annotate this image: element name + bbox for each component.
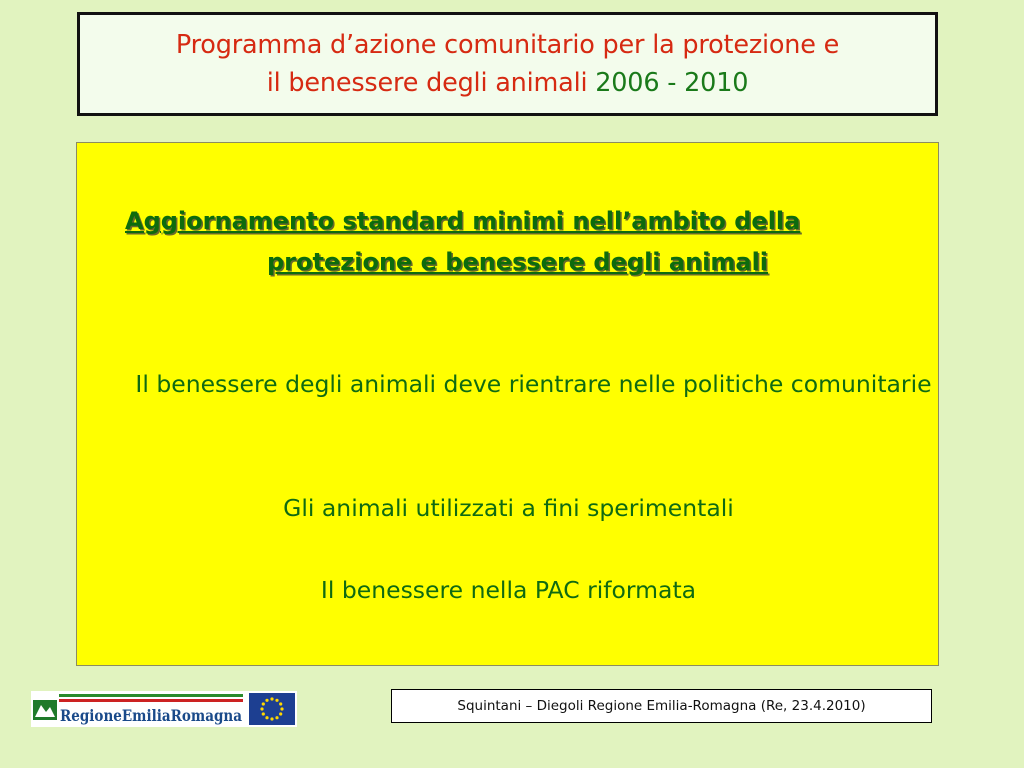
eu-flag-icon: [249, 693, 295, 725]
content-box: [76, 142, 939, 666]
title-years: 2006 - 2010: [595, 68, 749, 98]
footer-credit: Squintani – Diegoli Regione Emilia-Romagna (Re, 23.4.2010): [457, 698, 866, 714]
bullet-item-3: Il benessere nella PAC riformata: [320, 576, 697, 604]
logo-area: [31, 691, 297, 727]
content-heading: [125, 201, 925, 283]
bullet-item-1: Il benessere degli animali deve rientrare nelle politiche comunitarie: [135, 370, 932, 398]
logo-text: RegioneEmiliaRomagna: [60, 706, 242, 725]
heading-line2: protezione e benessere degli animali: [267, 248, 769, 276]
title-line2: il benessere degli animali: [266, 68, 588, 98]
title-line1: Programma d’azione comunitario per la protezione e: [175, 30, 840, 60]
bullet-item-2: Gli animali utilizzati a fini sperimentali: [283, 494, 734, 522]
footer-credit-box: [391, 689, 932, 723]
regione-emilia-romagna-logo: [31, 691, 297, 727]
title-box: [77, 12, 938, 116]
slide-title: [176, 26, 839, 102]
heading-line1: Aggiornamento standard minimi nell’ambito della: [125, 207, 801, 235]
